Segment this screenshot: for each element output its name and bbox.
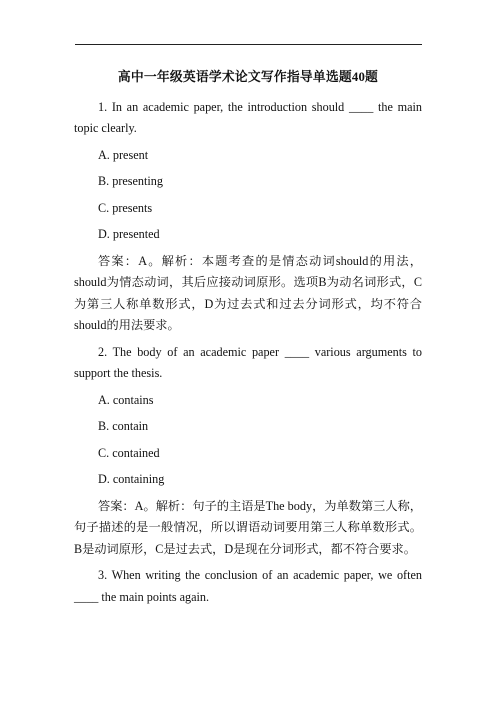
question-1-stem: 1. In an academic paper, the introduction should ____ the main topic clearly. xyxy=(74,99,422,135)
question-1-option-b: B. presenting xyxy=(98,174,163,188)
question-1-answer: 答案：A。解析：本题考查的是情态动词should的用法，should为情态动词，其后应接动词原形。选项B为动名词形式，C为第三人称单数形式，D为过去式和过去分词形式，均不符合should的用法要求。 xyxy=(74,253,422,332)
question-2-option-c: C. contained xyxy=(98,445,160,460)
question-1-option-c: C. presents xyxy=(98,200,153,215)
question-2-option-d: D. containing xyxy=(98,472,165,486)
question-3-stem: 3. When writing the conclusion of an academic paper, we often ____ the main points again. xyxy=(74,568,422,604)
header-rule xyxy=(75,44,422,45)
document-body xyxy=(74,67,422,608)
question-2-stem: 2. The body of an academic paper ____ various arguments to support the thesis. xyxy=(74,344,422,380)
document-title: 高中一年级英语学术论文写作指导单选题40题 xyxy=(117,70,379,84)
question-1-option-a: A. present xyxy=(98,147,149,162)
question-2-option-b: B. contain xyxy=(98,419,149,433)
question-2-answer: 答案：A。解析：句子的主语是The body，为单数第三人称，句子描述的是一般情况，所以谓语动词要用第三人称单数形式。B是动词原形，C是过去式，D是现在分词形式，都不符合要求。 xyxy=(74,498,422,556)
question-2-option-a: A. contains xyxy=(98,392,154,407)
question-1-option-d: D. presented xyxy=(98,227,160,241)
